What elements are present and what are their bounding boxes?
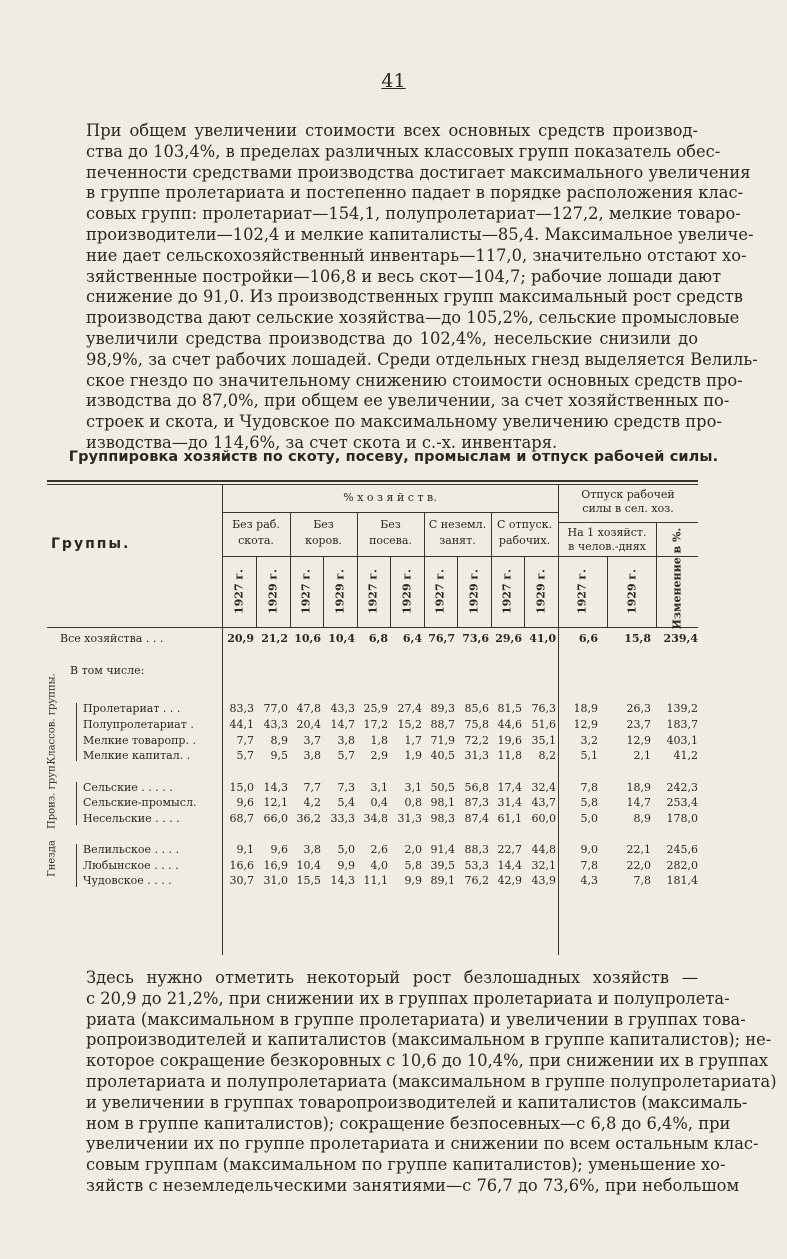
table-cell: 75,8 bbox=[464, 718, 489, 731]
table-cell: 3,2 bbox=[580, 734, 598, 747]
table-cell: 31,4 bbox=[497, 796, 522, 809]
text-line: совым группам (максимальном по группе капиталистов); уменьшение хо- bbox=[86, 1155, 726, 1175]
text-line: зяйств с неземледельческими занятиями—с 76,7 до 73,6%, при небольшом bbox=[86, 1175, 740, 1195]
cell-all: 41,0 bbox=[529, 632, 556, 645]
text-line: ние дает сельскохозяйственный инвентарь—117,0, значительно отстают хо- bbox=[86, 245, 747, 265]
table-cell: 61,1 bbox=[497, 812, 522, 825]
table-cell: 4,0 bbox=[370, 859, 388, 872]
row-label: Несельские . . . . bbox=[83, 812, 180, 825]
table-cell: 43,9 bbox=[531, 874, 556, 887]
table-cell: 43,3 bbox=[263, 718, 288, 731]
table-cell: 22,0 bbox=[626, 859, 651, 872]
text-line: изводства—до 114,6%, за счет скота и с.-х. инвентаря. bbox=[86, 432, 558, 452]
subheader: занят. bbox=[439, 534, 476, 547]
page-number: 41 bbox=[381, 70, 406, 92]
table-cell: 139,2 bbox=[666, 702, 698, 715]
table-top-rule bbox=[47, 480, 698, 482]
table-cell: 1,7 bbox=[404, 734, 422, 747]
table-cell: 8,9 bbox=[270, 734, 288, 747]
table-cell: 8,2 bbox=[538, 749, 556, 762]
table-cell: 43,7 bbox=[531, 796, 556, 809]
table-cell: 50,5 bbox=[430, 781, 455, 794]
table-cell: 2,9 bbox=[370, 749, 388, 762]
year-label: 1929 г. bbox=[333, 569, 347, 615]
table-cell: 25,9 bbox=[363, 702, 388, 715]
table-cell: 32,1 bbox=[531, 859, 556, 872]
table-cell: 35,1 bbox=[531, 734, 556, 747]
year-label: 1929 г. bbox=[625, 569, 639, 615]
year-label: 1927 г. bbox=[500, 569, 514, 615]
table-cell: 4,3 bbox=[580, 874, 598, 887]
text-line: совых групп: пролетариат—154,1, полупролетариат—127,2, мелкие товаро- bbox=[86, 204, 741, 224]
table-cell: 9,1 bbox=[236, 843, 254, 856]
paragraph-conclusion bbox=[86, 968, 777, 1197]
subheader: в челов.-днях bbox=[568, 540, 646, 553]
table-cell: 0,8 bbox=[404, 796, 422, 809]
table-cell: 19,6 bbox=[497, 734, 522, 747]
table-cell: 5,1 bbox=[580, 749, 598, 762]
table-cell: 9,5 bbox=[270, 749, 288, 762]
row-label-incl: В том числе: bbox=[70, 664, 145, 677]
text-line: ства до 103,4%, в пределах различных классовых групп показатель обес- bbox=[86, 141, 721, 161]
text-line: ское гнездо по значительному снижению стоимости основных средств про- bbox=[86, 370, 743, 390]
text-line: производители—102,4 и мелкие капиталисты—85,4. Максимальное увеличе- bbox=[86, 224, 754, 244]
row-label: Мелкие капитал. . bbox=[83, 749, 191, 762]
text-line: изводства до 87,0%, при общем ее увеличении, за счет хозяйственных по- bbox=[86, 391, 730, 411]
subheader: С отпуск. bbox=[497, 518, 552, 531]
table-cell: 5,8 bbox=[580, 796, 598, 809]
table-cell: 77,0 bbox=[263, 702, 288, 715]
table-cell: 9,0 bbox=[580, 843, 598, 856]
cell-all: 10,4 bbox=[328, 632, 355, 645]
table-cell: 30,7 bbox=[229, 874, 254, 887]
table-cell: 88,3 bbox=[464, 843, 489, 856]
table-cell: 4,2 bbox=[303, 796, 321, 809]
table-cell: 282,0 bbox=[666, 859, 698, 872]
table-cell: 91,4 bbox=[430, 843, 455, 856]
subheader: рабочих. bbox=[498, 534, 551, 547]
table-cell: 5,4 bbox=[337, 796, 355, 809]
text-line: риата (максимальном в группе пролетариата) и увеличении в группах това- bbox=[86, 1009, 746, 1029]
text-line: При общем увеличении стоимости всех основных средств производ- bbox=[86, 121, 698, 140]
nest-groups-label: Гнезда bbox=[46, 840, 58, 877]
year-label: 1929 г. bbox=[467, 569, 481, 615]
table-cell: 68,7 bbox=[229, 812, 254, 825]
table-cell: 7,7 bbox=[303, 781, 321, 794]
text-line: производства дают сельские хозяйства—до 105,2%, сельские промысловые bbox=[86, 308, 740, 328]
change-header: Изменение в %. bbox=[670, 527, 684, 630]
cell-all: 21,2 bbox=[261, 632, 288, 645]
table-cell: 98,3 bbox=[430, 812, 455, 825]
table-cell: 23,7 bbox=[626, 718, 651, 731]
table-cell: 3,8 bbox=[337, 734, 355, 747]
table-cell: 39,5 bbox=[430, 859, 455, 872]
table-cell: 403,1 bbox=[666, 734, 698, 747]
text-line: увеличили средства производства до 102,4%, несельские снизили до bbox=[86, 328, 698, 348]
table-cell: 17,2 bbox=[363, 718, 388, 731]
table-cell: 8,9 bbox=[633, 812, 651, 825]
table-cell: 5,0 bbox=[580, 812, 598, 825]
table-cell: 3,1 bbox=[370, 781, 388, 794]
table-cell: 31,0 bbox=[263, 874, 288, 887]
table-cell: 15,2 bbox=[397, 718, 422, 731]
table-cell: 51,6 bbox=[531, 718, 556, 731]
year-label: 1929 г. bbox=[400, 569, 414, 615]
subheader: Без раб. bbox=[232, 518, 280, 531]
cell-all: 6,6 bbox=[578, 632, 598, 645]
table-cell: 31,3 bbox=[464, 749, 489, 762]
table-cell: 14,4 bbox=[497, 859, 522, 872]
text-line: и увеличении в группах товаропроизводителей и капиталистов (максималь- bbox=[86, 1092, 748, 1112]
table-cell: 0,4 bbox=[370, 796, 388, 809]
table-cell: 2,0 bbox=[404, 843, 422, 856]
subheader: скота. bbox=[238, 534, 274, 547]
table-cell: 15,0 bbox=[229, 781, 254, 794]
table-cell: 253,4 bbox=[666, 796, 698, 809]
table-cell: 12,9 bbox=[573, 718, 598, 731]
table-cell: 60,0 bbox=[531, 812, 556, 825]
cell-all: 6,4 bbox=[402, 632, 422, 645]
table-cell: 89,1 bbox=[430, 874, 455, 887]
table-cell: 11,1 bbox=[363, 874, 388, 887]
year-column-rule bbox=[457, 556, 458, 627]
year-label: 1929 г. bbox=[534, 569, 548, 615]
cell-all: 15,8 bbox=[624, 632, 651, 645]
table-cell: 41,2 bbox=[673, 749, 698, 762]
percent-header-rule bbox=[222, 512, 558, 513]
table-cell: 3,8 bbox=[303, 749, 321, 762]
table-cell: 66,0 bbox=[263, 812, 288, 825]
table-cell: 5,7 bbox=[236, 749, 254, 762]
subheader: Без bbox=[313, 518, 334, 531]
class-groups-label: Классов. группы. bbox=[46, 673, 58, 765]
table-cell: 44,1 bbox=[229, 718, 254, 731]
table-cell: 9,9 bbox=[337, 859, 355, 872]
table-cell: 71,9 bbox=[430, 734, 455, 747]
table-top-rule-thin bbox=[47, 484, 698, 485]
table-cell: 33,3 bbox=[330, 812, 355, 825]
year-label: 1927 г. bbox=[366, 569, 380, 615]
table-cell: 88,7 bbox=[430, 718, 455, 731]
text-line: строек и скота, и Чудовское по максимальному увеличению средств про- bbox=[86, 412, 722, 432]
table-cell: 89,3 bbox=[430, 702, 455, 715]
table-cell: 31,3 bbox=[397, 812, 422, 825]
table-cell: 2,1 bbox=[633, 749, 651, 762]
text-line: с 20,9 до 21,2%, при снижении их в группах пролетариата и полупролета- bbox=[86, 988, 730, 1008]
production-groups-label: Произ. груп. bbox=[46, 762, 58, 829]
year-column-rule bbox=[323, 556, 324, 627]
cell-all: 29,6 bbox=[495, 632, 522, 645]
table-cell: 242,3 bbox=[666, 781, 698, 794]
table-cell: 53,3 bbox=[464, 859, 489, 872]
groups-header: Группы. bbox=[51, 536, 131, 552]
table-cell: 76,2 bbox=[464, 874, 489, 887]
table-cell: 36,2 bbox=[296, 812, 321, 825]
row-label: Любынское . . . . bbox=[83, 859, 179, 872]
year-label: 1927 г. bbox=[575, 569, 589, 615]
otpusk-sub-rule bbox=[558, 522, 698, 523]
cell-all: 76,7 bbox=[428, 632, 455, 645]
otpusk-header: Отпуск рабочей bbox=[581, 488, 675, 501]
subheader: коров. bbox=[305, 534, 342, 547]
table-cell: 7,7 bbox=[236, 734, 254, 747]
table-cell: 81,5 bbox=[497, 702, 522, 715]
text-line: Здесь нужно отметить некоторый рост безлошадных хозяйств — bbox=[86, 968, 698, 987]
year-column-rule bbox=[607, 556, 608, 627]
table-cell: 76,3 bbox=[531, 702, 556, 715]
table-cell: 5,8 bbox=[404, 859, 422, 872]
year-column-rule bbox=[256, 556, 257, 627]
table-cell: 16,9 bbox=[263, 859, 288, 872]
table-title: Группировка хозяйств по скоту, посеву, промыслам и отпуск рабочей силы. bbox=[68, 449, 719, 465]
text-line: 98,9%, за счет рабочих лошадей. Среди отдельных гнезд выделяется Велиль- bbox=[86, 349, 758, 369]
table-cell: 87,3 bbox=[464, 796, 489, 809]
subheader: На 1 хозяйст. bbox=[567, 526, 647, 539]
table-cell: 183,7 bbox=[666, 718, 698, 731]
row-label: Чудовское . . . . bbox=[83, 874, 172, 887]
table-cell: 1,8 bbox=[370, 734, 388, 747]
table-cell: 14,7 bbox=[330, 718, 355, 731]
text-line: ном в группе капиталистов); сокращение безпосевных—с 6,8 до 6,4%, при bbox=[86, 1113, 731, 1133]
percent-header: % х о з я й с т в. bbox=[343, 491, 437, 504]
otpusk-header: силы в сел. хоз. bbox=[582, 502, 674, 515]
year-label: 1927 г. bbox=[299, 569, 313, 615]
table-cell: 14,3 bbox=[330, 874, 355, 887]
text-line: печенности средствами производства достигает максимального увеличения bbox=[86, 162, 751, 182]
row-label-all: Все хозяйства . . . bbox=[60, 632, 164, 645]
table-cell: 27,4 bbox=[397, 702, 422, 715]
text-line: снижение до 91,0. Из производственных групп максимальный рост средств bbox=[86, 287, 743, 307]
text-line: ропроизводителей и капиталистов (максимальном в группе капиталистов); не- bbox=[86, 1030, 772, 1050]
row-label: Пролетариат . . . bbox=[83, 702, 181, 715]
brace-line bbox=[76, 844, 77, 887]
table-cell: 32,4 bbox=[531, 781, 556, 794]
table-cell: 12,1 bbox=[263, 796, 288, 809]
table-cell: 72,2 bbox=[464, 734, 489, 747]
table-cell: 44,8 bbox=[531, 843, 556, 856]
table-cell: 12,9 bbox=[626, 734, 651, 747]
table-cell: 11,8 bbox=[497, 749, 522, 762]
table-cell: 22,7 bbox=[497, 843, 522, 856]
table-cell: 178,0 bbox=[666, 812, 698, 825]
table-cell: 7,3 bbox=[337, 781, 355, 794]
table-cell: 26,3 bbox=[626, 702, 651, 715]
year-label: 1927 г. bbox=[232, 569, 246, 615]
table-cell: 3,1 bbox=[404, 781, 422, 794]
table-cell: 5,7 bbox=[337, 749, 355, 762]
year-label: 1927 г. bbox=[433, 569, 447, 615]
paragraph-intro bbox=[86, 121, 758, 454]
year-column-rule bbox=[390, 556, 391, 627]
table-cell: 10,4 bbox=[296, 859, 321, 872]
table-cell: 2,6 bbox=[370, 843, 388, 856]
subheader: С неземл. bbox=[428, 518, 487, 531]
row-label: Мелкие товаропр. . bbox=[83, 734, 196, 747]
subheader: посева. bbox=[369, 534, 412, 547]
row-label: Сельские-промысл. bbox=[83, 796, 197, 809]
table-cell: 34,8 bbox=[363, 812, 388, 825]
table-cell: 83,3 bbox=[229, 702, 254, 715]
table-cell: 85,6 bbox=[464, 702, 489, 715]
table-cell: 9,6 bbox=[236, 796, 254, 809]
year-label: 1929 г. bbox=[266, 569, 280, 615]
text-line: в группе пролетариата и постепенно падает в порядке расположения клас- bbox=[86, 183, 744, 203]
table-cell: 1,9 bbox=[404, 749, 422, 762]
text-line: зяйственные постройки—106,8 и весь скот—104,7; рабочие лошади дают bbox=[86, 266, 722, 286]
cell-all: 6,8 bbox=[368, 632, 388, 645]
table-cell: 7,8 bbox=[580, 781, 598, 794]
table-cell: 47,8 bbox=[296, 702, 321, 715]
table-cell: 9,9 bbox=[404, 874, 422, 887]
table-cell: 98,1 bbox=[430, 796, 455, 809]
table-cell: 43,3 bbox=[330, 702, 355, 715]
table-cell: 7,8 bbox=[580, 859, 598, 872]
table-cell: 18,9 bbox=[626, 781, 651, 794]
table-cell: 245,6 bbox=[666, 843, 698, 856]
cell-all: 239,4 bbox=[663, 632, 698, 645]
row-label: Велильское . . . . bbox=[83, 843, 180, 856]
text-line: которое сокращение безкоровных с 10,6 до 10,4%, при снижении их в группах bbox=[86, 1051, 769, 1071]
cell-all: 20,9 bbox=[227, 632, 254, 645]
table-cell: 15,5 bbox=[296, 874, 321, 887]
table-cell: 20,4 bbox=[296, 718, 321, 731]
table-cell: 7,8 bbox=[633, 874, 651, 887]
year-column-rule bbox=[524, 556, 525, 627]
table-cell: 17,4 bbox=[497, 781, 522, 794]
text-line: увеличении их по группе пролетариата и снижении по всем остальным клас- bbox=[86, 1134, 759, 1154]
table-cell: 18,9 bbox=[573, 702, 598, 715]
table-cell: 42,9 bbox=[497, 874, 522, 887]
cell-all: 73,6 bbox=[462, 632, 489, 645]
table-cell: 14,7 bbox=[626, 796, 651, 809]
text-line: пролетариата и полупролетариата (максимальном в группе полупролетариата) bbox=[86, 1071, 777, 1091]
table-cell: 22,1 bbox=[626, 843, 651, 856]
change-column-rule bbox=[656, 522, 657, 627]
table-cell: 40,5 bbox=[430, 749, 455, 762]
table-cell: 181,4 bbox=[666, 874, 698, 887]
row-label: Полупролетариат . bbox=[83, 718, 194, 731]
brace-line bbox=[76, 782, 77, 825]
table-cell: 87,4 bbox=[464, 812, 489, 825]
table-cell: 44,6 bbox=[497, 718, 522, 731]
table-cell: 5,0 bbox=[337, 843, 355, 856]
row-label: Сельские . . . . . bbox=[83, 781, 173, 794]
table-cell: 3,7 bbox=[303, 734, 321, 747]
cell-all: 10,6 bbox=[294, 632, 321, 645]
subheader: Без bbox=[380, 518, 401, 531]
table-cell: 9,6 bbox=[270, 843, 288, 856]
table-cell: 16,6 bbox=[229, 859, 254, 872]
table-cell: 56,8 bbox=[464, 781, 489, 794]
table-cell: 3,8 bbox=[303, 843, 321, 856]
brace-line bbox=[76, 703, 77, 761]
table-cell: 14,3 bbox=[263, 781, 288, 794]
